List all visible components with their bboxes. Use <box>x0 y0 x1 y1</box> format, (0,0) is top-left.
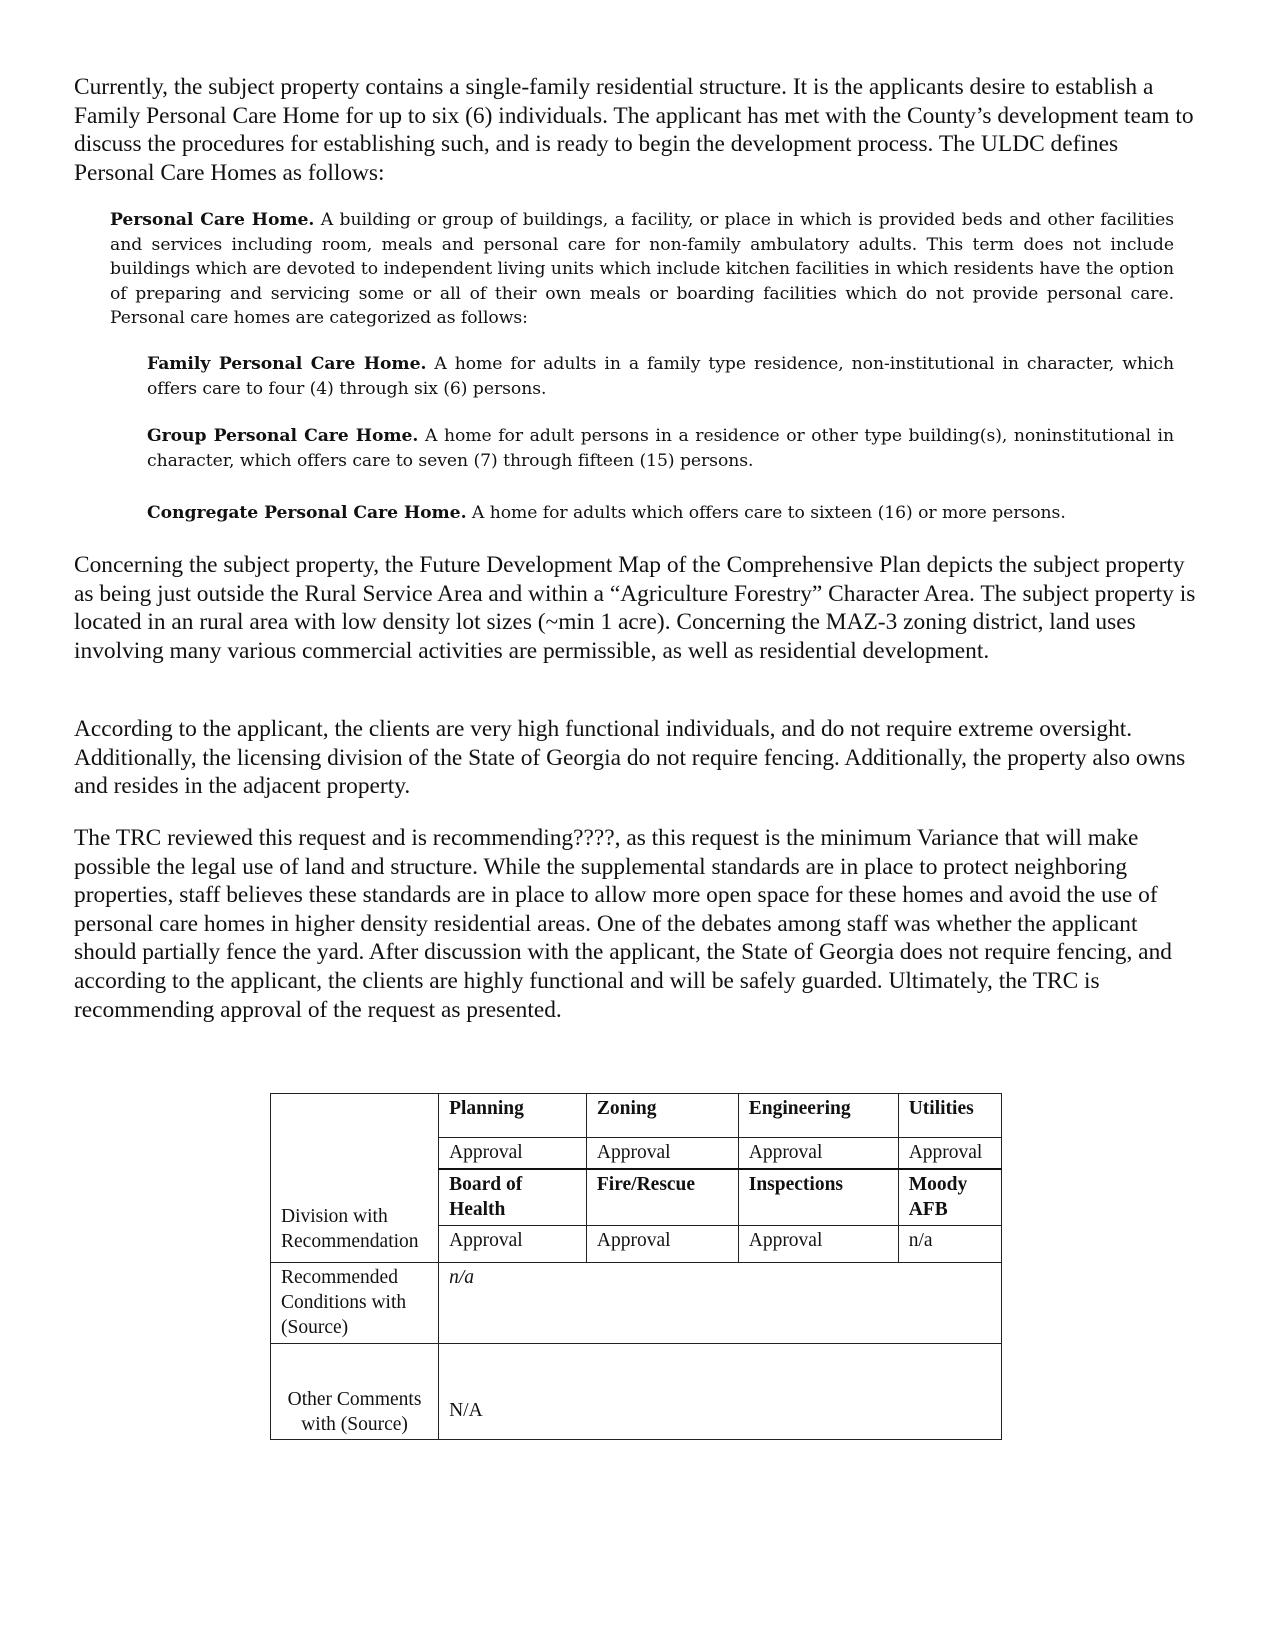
value-utilities: Approval <box>898 1138 1001 1170</box>
definition-family-home <box>147 352 1174 401</box>
division-label: Division with Recommendation <box>281 1206 419 1252</box>
comments-label: Other Comments with (Source) <box>271 1344 439 1440</box>
header-zoning: Zoning <box>586 1094 738 1138</box>
definition-personal-care-home <box>110 208 1174 331</box>
value-planning: Approval <box>439 1138 587 1170</box>
header-fire-rescue: Fire/Rescue <box>586 1169 738 1226</box>
conditions-value: n/a <box>439 1263 1002 1344</box>
trc-recommendation-table <box>270 1093 1002 1440</box>
division-label-cell <box>271 1094 439 1263</box>
definition-group-home <box>147 424 1174 473</box>
value-zoning: Approval <box>586 1138 738 1170</box>
definition-term: Congregate Personal Care Home. <box>147 503 467 523</box>
header-utilities: Utilities <box>898 1094 1001 1138</box>
value-engineering: Approval <box>738 1138 898 1170</box>
header-moody-afb: Moody AFB <box>898 1169 1001 1226</box>
definition-text: A home for adults in a family type residence, non-institutional in character, which offers care to four (4) through six (6) persons. <box>147 354 1174 399</box>
value-board-of-health: Approval <box>439 1226 587 1263</box>
header-planning: Planning <box>439 1094 587 1138</box>
definition-term: Personal Care Home. <box>110 210 315 230</box>
paragraph-trc-review: The TRC reviewed this request and is recommending????, as this request is the minimum Variance that will make possible the legal use of land and structure. While the supplemental standards are in place to protect neighboring properties, staff believes these standards are in place to allow more open space for these homes and avoid the use of personal care homes in higher density residential areas. One of the debates among staff was whether the applicant should partially fence the yard. After discussion with the applicant, the State of Georgia does not require fencing, and according to the applicant, the clients are highly functional and will be safely guarded. Ultimately, the TRC is recommending approval of the request as presented. <box>74 825 1172 1023</box>
definition-term: Family Personal Care Home. <box>147 354 427 374</box>
definition-text: A home for adults which offers care to sixteen (16) or more persons. <box>466 503 1066 523</box>
paragraph-intro: Currently, the subject property contains a single-family residential structure. It is the applicants desire to establish a Family Personal Care Home for up to six (6) individuals. The applicant has met with the County’s development team to discuss the procedures for establishing such, and is ready to begin the development process. The ULDC defines Personal Care Homes as follows: <box>74 74 1194 186</box>
definition-term: Group Personal Care Home. <box>147 426 419 446</box>
paragraph-future-development: Concerning the subject property, the Future Development Map of the Comprehensive Plan depicts the subject property as being just outside the Rural Service Area and within a “Agriculture Forestry” Character Area. The subject property is located in an rural area with low density lot sizes (~min 1 acre). Concerning the MAZ-3 zoning district, land uses involving many various commercial activities are permissible, as well as residential development. <box>74 552 1196 664</box>
header-engineering: Engineering <box>738 1094 898 1138</box>
comments-value: N/A <box>439 1344 1002 1440</box>
header-inspections: Inspections <box>738 1169 898 1226</box>
value-inspections: Approval <box>738 1226 898 1263</box>
header-board-of-health: Board of Health <box>439 1169 587 1226</box>
definition-text: A home for adult persons in a residence or other type building(s), noninstitutional in character, which offers care to seven (7) through fifteen (15) persons. <box>147 426 1174 471</box>
value-moody-afb: n/a <box>898 1226 1001 1263</box>
definition-congregate-home <box>147 501 1174 526</box>
paragraph-applicant-clients: According to the applicant, the clients are very high functional individuals, and do not require extreme oversight. Additionally, the licensing division of the State of Georgia do not require fencing. Additionally, the property also owns and resides in the adjacent property. <box>74 716 1186 800</box>
definition-text: A building or group of buildings, a facility, or place in which is provided beds and other facilities and services including room, meals and personal care for non-family ambulatory adults. This term does not include buildings which are devoted to independent living units which include kitchen facilities in which residents have the option of preparing and servicing some or all of their own meals or boarding facilities which do not provide personal care. Personal care homes are categorized as follows: <box>110 210 1174 328</box>
conditions-label: Recommended Conditions with (Source) <box>271 1263 439 1344</box>
value-fire-rescue: Approval <box>586 1226 738 1263</box>
